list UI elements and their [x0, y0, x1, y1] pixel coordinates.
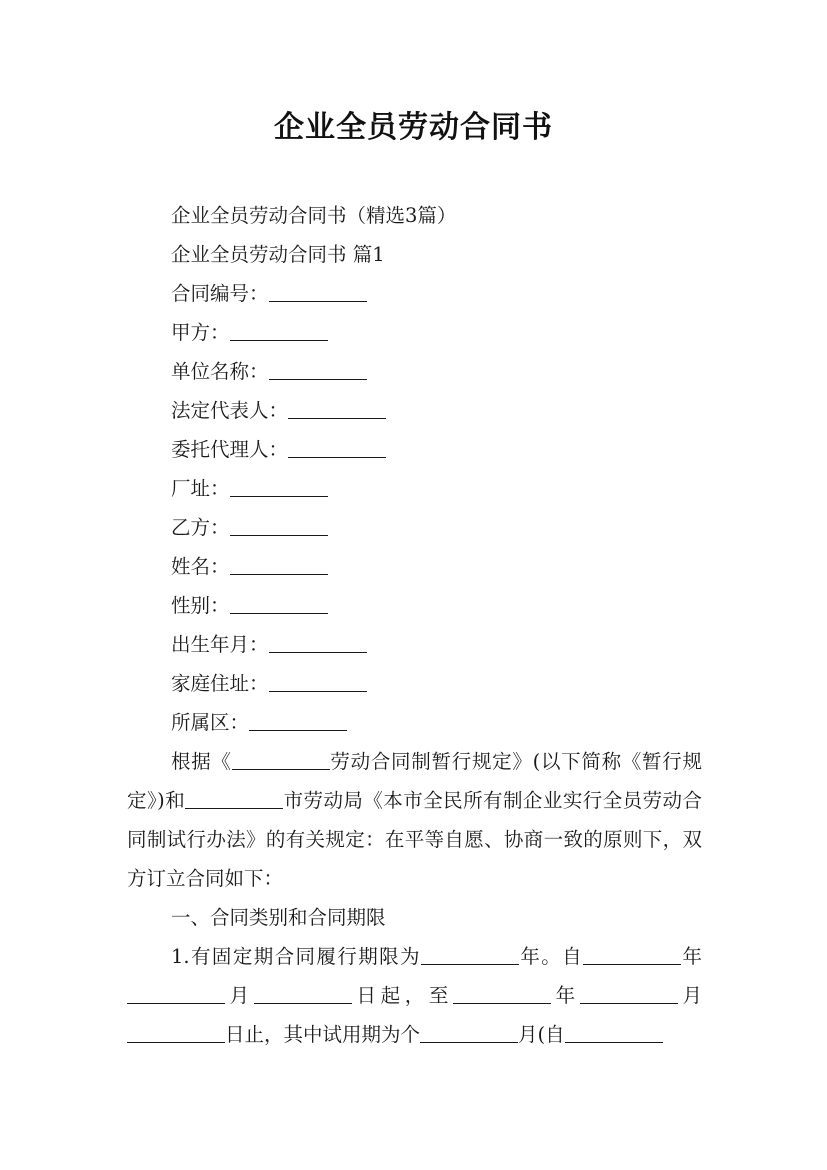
preamble-paragraph [127, 742, 702, 898]
field-party-a [127, 313, 702, 352]
field-label: 姓名： [171, 555, 230, 578]
blank-line [127, 1022, 225, 1043]
field-label: 合同编号： [171, 282, 269, 305]
blank-line [230, 320, 328, 341]
blank-line [185, 788, 283, 809]
blank-line [453, 983, 551, 1004]
field-legal-rep [127, 391, 702, 430]
blank-line [230, 593, 328, 614]
field-label: 甲方： [171, 321, 230, 344]
clause-1-paragraph [127, 937, 702, 1054]
clause-text: 月(自 [518, 1023, 565, 1046]
blank-line [230, 554, 328, 575]
field-label: 法定代表人： [171, 399, 289, 422]
section-heading: 企业全员劳动合同书 篇1 [171, 243, 385, 266]
blank-line [230, 515, 328, 536]
field-gender [127, 586, 702, 625]
blank-line [254, 983, 352, 1004]
subtitle: 企业全员劳动合同书（精选3篇） [171, 204, 457, 227]
field-name [127, 547, 702, 586]
blank-line [269, 671, 367, 692]
clause-text: 年。自 [518, 945, 584, 968]
clause-heading: 一、合同类别和合同期限 [171, 906, 386, 929]
blank-line [580, 983, 678, 1004]
clause-text: 月 [225, 984, 254, 1007]
field-party-b [127, 508, 702, 547]
field-agent [127, 430, 702, 469]
blank-line [249, 710, 347, 731]
field-contract-no [127, 274, 702, 313]
clause-text: 1.有固定期合同履行期限为 [171, 945, 421, 968]
clause-text: 月 [677, 984, 702, 1007]
clause-text: 年 [551, 984, 580, 1007]
field-label: 性别： [171, 594, 230, 617]
blank-line [127, 983, 225, 1004]
blank-line [230, 476, 328, 497]
blank-line [232, 749, 330, 770]
field-label: 单位名称： [171, 360, 269, 383]
blank-line [269, 632, 367, 653]
blank-line [565, 1022, 663, 1043]
field-label: 委托代理人： [171, 438, 289, 461]
clause-text: 日起，至 [351, 984, 454, 1007]
document-body [127, 196, 702, 1054]
blank-line [420, 1022, 518, 1043]
blank-line [288, 437, 386, 458]
field-label: 乙方： [171, 516, 230, 539]
blank-line [269, 281, 367, 302]
field-unit-name [127, 352, 702, 391]
blank-line [288, 398, 386, 419]
field-label: 出生年月： [171, 633, 269, 656]
blank-line [269, 359, 367, 380]
document-title: 企业全员劳动合同书 [274, 110, 553, 145]
preamble-text: 根据《 [171, 750, 232, 773]
preamble-text: 市劳动局《本市全民所有制企业实行全员劳动合同制试行办法》的有关规定：在平等自愿、协商一致的原则下，双方订立合同如下： [127, 789, 702, 890]
field-birth [127, 625, 702, 664]
field-factory-address [127, 469, 702, 508]
field-label: 所属区： [171, 711, 250, 734]
blank-line [583, 944, 681, 965]
clause-text: 年 [681, 945, 702, 968]
field-district [127, 703, 702, 742]
preamble-text: 劳动合同制暂行规定》(以下简称《暂行规定》)和 [127, 750, 702, 812]
field-home-address [127, 664, 702, 703]
clause-text: 日止，其中试用期为个 [225, 1023, 421, 1046]
field-label: 家庭住址： [171, 672, 269, 695]
blank-line [421, 944, 519, 965]
field-label: 厂址： [171, 477, 230, 500]
